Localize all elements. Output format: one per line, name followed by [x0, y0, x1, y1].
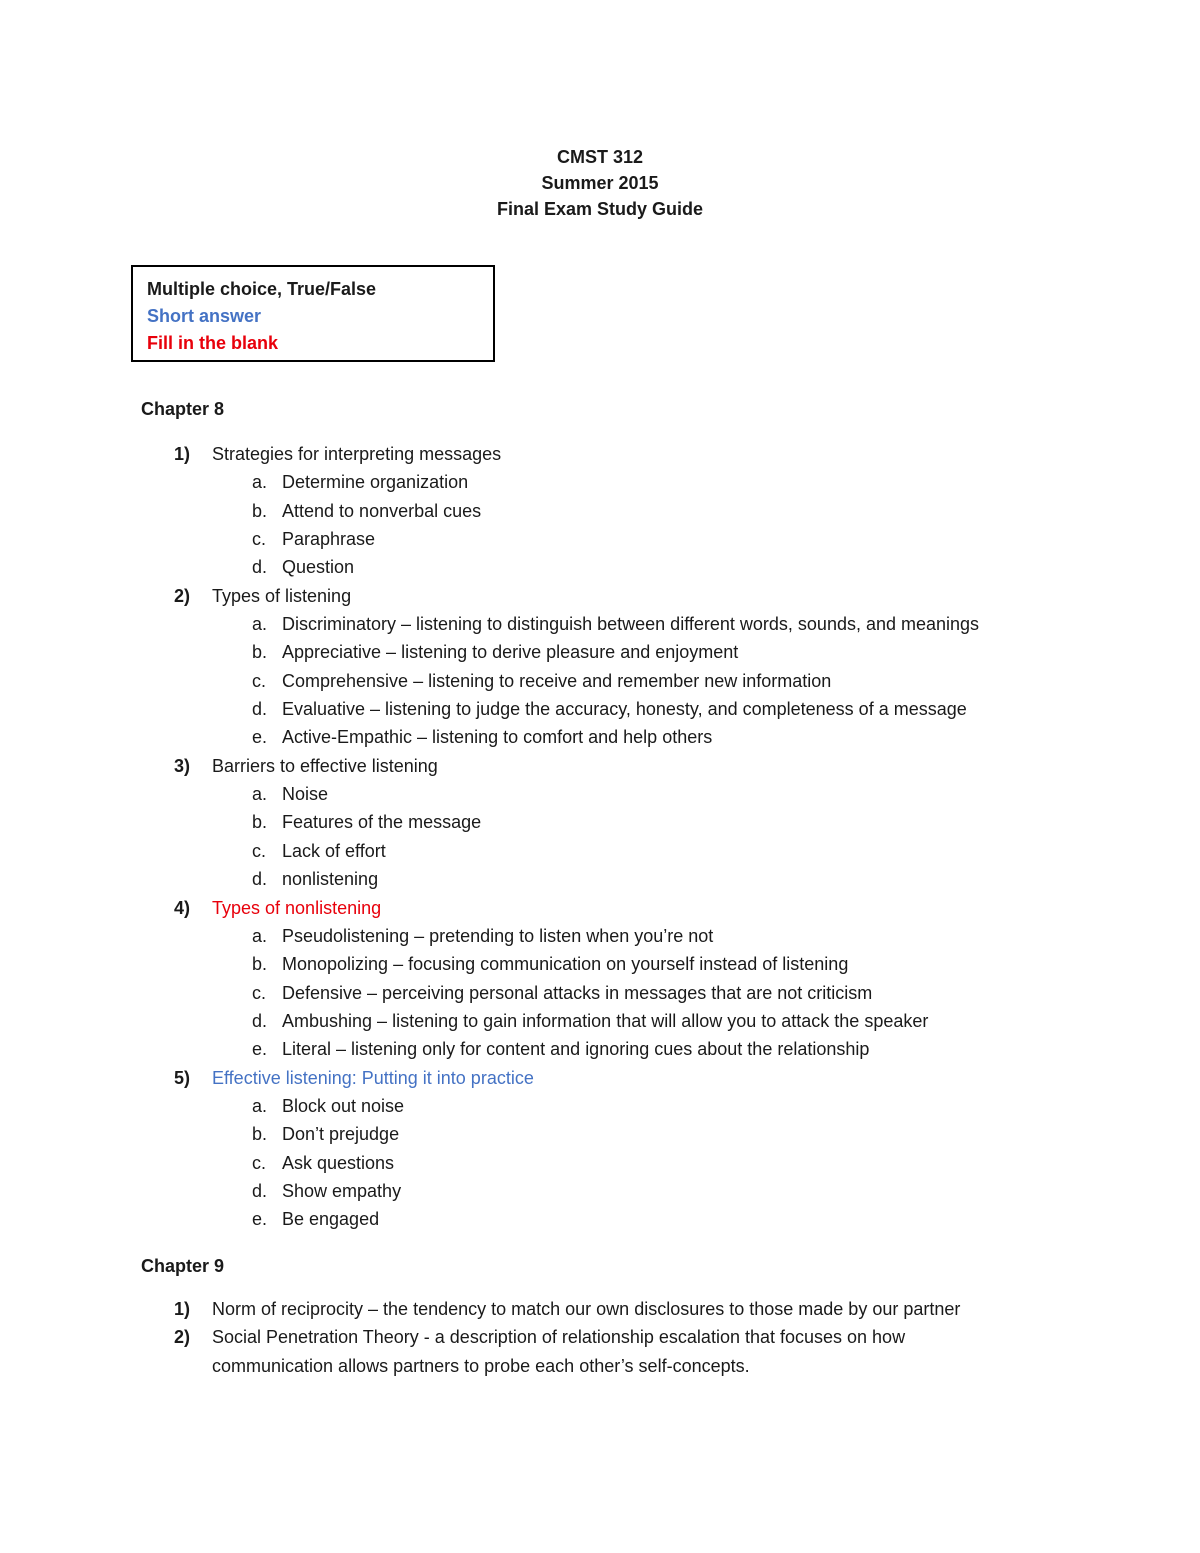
list-item [0, 1064, 1200, 1092]
sub-item [0, 1177, 1200, 1205]
chapter-8-list [0, 440, 1200, 1234]
sub-text: Ambushing – listening to gain information that will allow you to attack the speaker [282, 1010, 929, 1031]
sub-text: Discriminatory – listening to distinguish between different words, sounds, and meanings [282, 614, 980, 635]
sub-item [0, 950, 1200, 978]
sub-text: Pseudolistening – pretending to listen when you’re not [282, 925, 714, 946]
sub-item [0, 638, 1200, 666]
list-item [0, 440, 1200, 468]
item-text: Norm of reciprocity – the tendency to match our own disclosures to those made by our partner [212, 1299, 961, 1319]
item-number: 1) [174, 1299, 191, 1319]
sub-text: Question [282, 557, 355, 578]
sub-letter: c. [252, 982, 267, 1003]
item-text: Strategies for interpreting messages [212, 444, 502, 464]
sub-text: Lack of effort [282, 840, 386, 861]
sub-letter: c. [252, 1152, 267, 1173]
chapter-9-heading: Chapter 9 [141, 1256, 225, 1276]
sub-letter: d. [252, 1180, 268, 1201]
sub-text: Show empathy [282, 1180, 402, 1201]
sub-text: Be engaged [282, 1209, 380, 1230]
item-number: 3) [174, 755, 191, 776]
sub-item [0, 667, 1200, 695]
sub-letter: a. [252, 472, 268, 493]
chapter-8-heading: Chapter 8 [141, 399, 225, 419]
sub-letter: e. [252, 1209, 268, 1230]
sub-text: nonlistening [282, 869, 379, 890]
sub-item [0, 1120, 1200, 1148]
sub-item [0, 1149, 1200, 1177]
sub-letter: e. [252, 727, 268, 748]
sub-item [0, 865, 1200, 893]
sub-item [0, 837, 1200, 865]
sub-letter: a. [252, 925, 268, 946]
sub-letter: b. [252, 812, 268, 833]
sub-item [0, 525, 1200, 553]
sub-letter: b. [252, 954, 268, 975]
sub-text: Don’t prejudge [282, 1124, 400, 1145]
sub-letter: d. [252, 869, 268, 890]
sub-item [0, 553, 1200, 581]
sub-letter: d. [252, 1010, 268, 1031]
term: Summer 2015 [541, 173, 659, 193]
sub-letter: c. [252, 840, 267, 861]
sub-text: Comprehensive – listening to receive and remember new information [282, 670, 832, 691]
sub-item [0, 1092, 1200, 1120]
sub-letter: c. [252, 670, 267, 691]
list-item [0, 1295, 1200, 1323]
document-title-block [0, 144, 1200, 222]
sub-letter: d. [252, 699, 268, 720]
item-number: 4) [174, 897, 191, 918]
sub-letter: c. [252, 529, 267, 550]
sub-letter: b. [252, 1124, 268, 1145]
list-item [0, 752, 1200, 780]
sub-letter: e. [252, 1039, 268, 1060]
sub-letter: b. [252, 500, 268, 521]
legend-multiple-choice: Multiple choice, True/False [147, 279, 377, 299]
chapter-9-list [0, 1295, 1200, 1380]
item-text: Barriers to effective listening [212, 755, 438, 776]
sub-item [0, 780, 1200, 808]
item-text: Types of nonlistening [212, 897, 382, 918]
course-code: CMST 312 [556, 147, 644, 167]
document-title: Final Exam Study Guide [496, 199, 704, 219]
sub-item [0, 695, 1200, 723]
legend-fill-in-blank: Fill in the blank [147, 333, 279, 353]
list-item [0, 894, 1200, 922]
item-text: Effective listening: Putting it into practice [212, 1067, 534, 1088]
sub-text: Determine organization [282, 472, 469, 493]
sub-item [0, 468, 1200, 496]
sub-text: Attend to nonverbal cues [282, 500, 482, 521]
item-number: 1) [174, 444, 191, 464]
sub-item [0, 610, 1200, 638]
sub-text: Evaluative – listening to judge the accuracy, honesty, and completeness of a message [282, 699, 967, 720]
sub-item [0, 1007, 1200, 1035]
sub-letter: a. [252, 614, 268, 635]
item-number: 2) [174, 585, 191, 606]
sub-text: Monopolizing – focusing communication on yourself instead of listening [282, 954, 849, 975]
list-item [0, 582, 1200, 610]
item-number: 5) [174, 1067, 191, 1088]
sub-text: Defensive – perceiving personal attacks in messages that are not criticism [282, 982, 873, 1003]
sub-item [0, 922, 1200, 950]
sub-item [0, 497, 1200, 525]
sub-text: Literal – listening only for content and ignoring cues about the relationship [282, 1039, 870, 1060]
sub-text: Active-Empathic – listening to comfort and help others [282, 727, 713, 748]
list-item-continuation [0, 1352, 1200, 1380]
sub-letter: a. [252, 784, 268, 805]
item-number: 2) [174, 1327, 191, 1348]
sub-item [0, 1035, 1200, 1063]
sub-letter: b. [252, 642, 268, 663]
sub-item [0, 979, 1200, 1007]
sub-text: Paraphrase [282, 529, 376, 550]
sub-text: Appreciative – listening to derive pleasure and enjoyment [282, 642, 739, 663]
sub-text: Features of the message [282, 812, 482, 833]
item-text: Social Penetration Theory - a description of relationship escalation that focuses on how [212, 1327, 906, 1348]
sub-item [0, 1205, 1200, 1233]
list-item [0, 1323, 1200, 1351]
sub-letter: d. [252, 557, 268, 578]
sub-text: Noise [282, 784, 329, 805]
sub-letter: a. [252, 1095, 268, 1116]
sub-item [0, 723, 1200, 751]
sub-text: Block out noise [282, 1095, 405, 1116]
sub-item [0, 808, 1200, 836]
legend-short-answer: Short answer [147, 306, 262, 326]
item-text: Types of listening [212, 585, 352, 606]
sub-text: Ask questions [282, 1152, 395, 1173]
question-type-legend [131, 265, 495, 362]
item-text-continuation: communication allows partners to probe each other’s self-concepts. [212, 1355, 750, 1376]
